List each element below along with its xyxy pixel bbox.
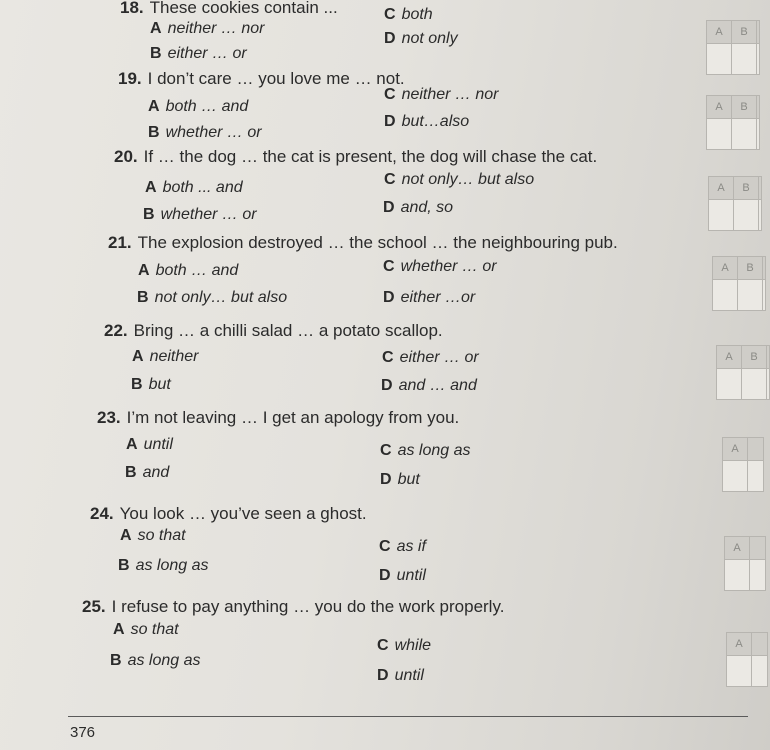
question-21 [108, 233, 618, 253]
option-d: D either …or [383, 289, 476, 306]
option-b: B as long as [110, 652, 201, 669]
option-d: D and … and [381, 377, 477, 394]
option-d: D until [379, 567, 426, 584]
option-c: C while [377, 637, 432, 654]
option-a: A neither … nor [150, 20, 265, 37]
option-a: A until [126, 436, 173, 453]
option-b: B whether … or [143, 206, 257, 223]
option-c: C either … or [382, 349, 479, 366]
option-d: D not only [384, 30, 458, 47]
answer-grid[interactable]: A B [706, 95, 760, 150]
option-b: B either … or [150, 45, 247, 62]
option-d: D and, so [383, 199, 454, 216]
option-b: B not only… but also [137, 289, 288, 306]
question-stem: These cookies contain ... [149, 0, 338, 17]
option-c: C neither … nor [384, 86, 499, 103]
option-b: B and [125, 464, 170, 481]
option-d: D but [380, 471, 420, 488]
question-number: 22. [104, 321, 128, 340]
question-stem: Bring … a chilli salad … a potato scallop. [133, 321, 443, 340]
option-a: A so that [120, 527, 186, 544]
option-b: B but [131, 376, 171, 393]
question-number: 19. [118, 69, 142, 88]
option-a: A neither [132, 348, 199, 365]
option-c: C whether … or [383, 258, 497, 275]
option-c: C not only… but also [384, 171, 535, 188]
question-19 [118, 69, 405, 89]
option-a: A both … and [148, 98, 249, 115]
option-b: B whether … or [148, 124, 262, 141]
question-18 [120, 0, 338, 18]
footer-rule [68, 716, 748, 717]
answer-grid[interactable]: A [726, 632, 768, 687]
option-b: B as long as [118, 557, 209, 574]
question-20 [114, 147, 597, 167]
question-stem: I don’t care … you love me … not. [147, 69, 405, 88]
question-number: 18. [120, 0, 144, 17]
option-d: D until [377, 667, 424, 684]
question-stem: If … the dog … the cat is present, the dog will chase the cat. [143, 147, 598, 166]
question-number: 23. [97, 408, 121, 427]
question-22 [104, 321, 443, 341]
option-c: C as if [379, 538, 426, 555]
option-a: A both ... and [145, 179, 243, 196]
option-c: C both [384, 6, 433, 23]
question-stem: I’m not leaving … I get an apology from you. [126, 408, 460, 427]
question-number: 20. [114, 147, 138, 166]
option-d: D but…also [384, 113, 470, 130]
question-stem: You look … you’ve seen a ghost. [119, 504, 367, 523]
question-stem: The explosion destroyed … the school … the neighbouring pub. [137, 233, 618, 252]
question-number: 21. [108, 233, 132, 252]
option-a: A so that [113, 621, 179, 638]
answer-grid[interactable]: A B [706, 20, 760, 75]
question-25 [82, 597, 504, 617]
option-c: C as long as [380, 442, 471, 459]
answer-grid[interactable]: A [724, 536, 766, 591]
answer-grid[interactable]: A [722, 437, 764, 492]
question-24 [90, 504, 367, 524]
option-a: A both … and [138, 262, 239, 279]
answer-grid[interactable]: A B [712, 256, 766, 311]
question-23 [97, 408, 459, 428]
question-number: 25. [82, 597, 106, 616]
page-number: 376 [70, 724, 96, 741]
question-number: 24. [90, 504, 114, 523]
answer-grid[interactable]: A B [716, 345, 770, 400]
answer-grid[interactable]: A B [708, 176, 762, 231]
question-stem: I refuse to pay anything … you do the work properly. [111, 597, 505, 616]
